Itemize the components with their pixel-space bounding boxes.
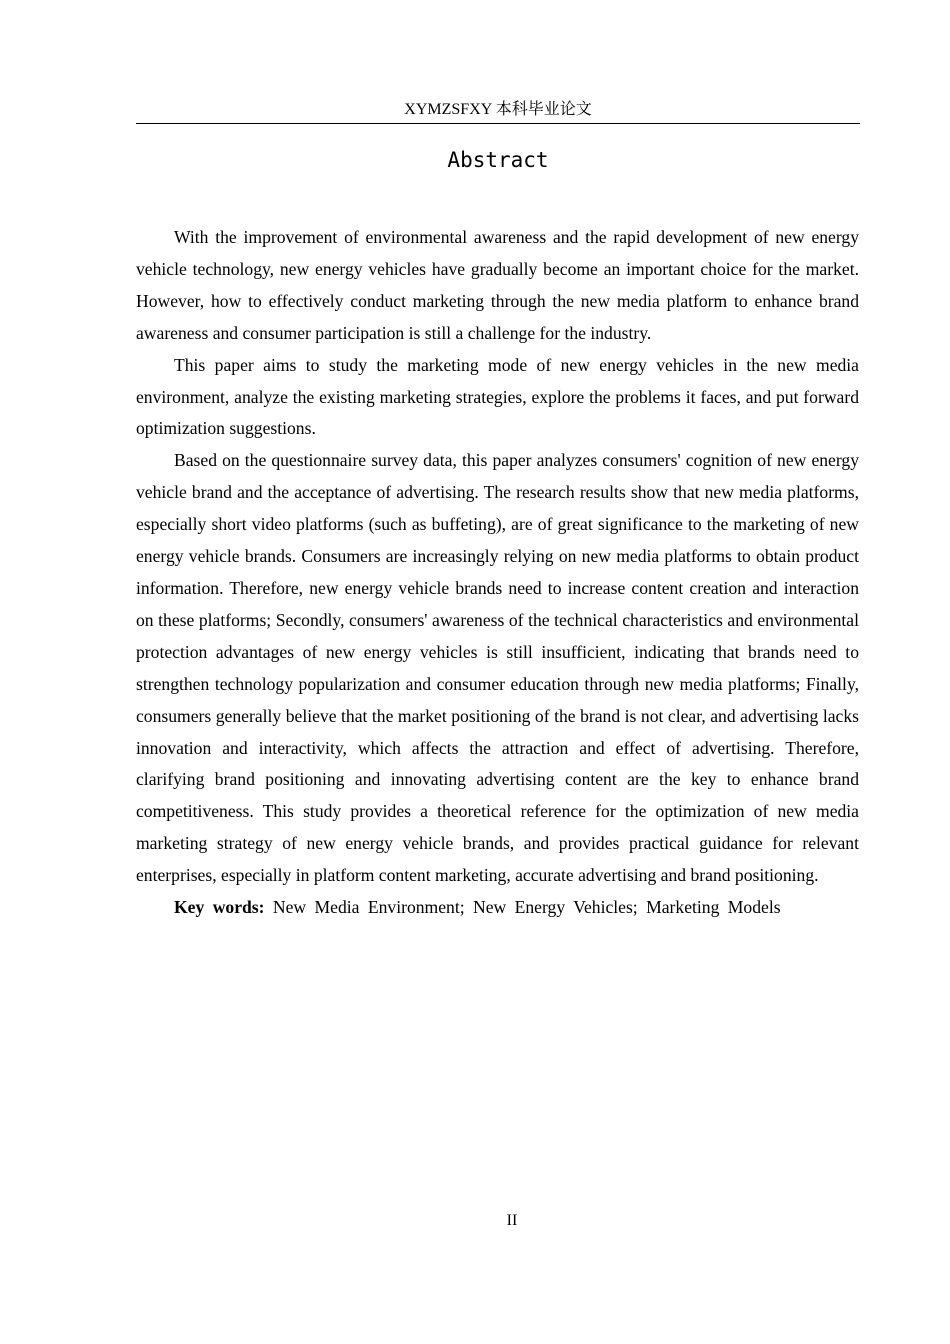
keywords-line (136, 892, 859, 924)
abstract-paragraph-1: With the improvement of environmental awareness and the rapid development of new energy vehicle technology, new energy vehicles have gradually become an important choice for the market. However, how to effectively conduct marketing through the new media platform to enhance brand awareness and consumer participation is still a challenge for the industry. (136, 227, 859, 343)
abstract-paragraph-2: This paper aims to study the marketing mode of new energy vehicles in the new media environment, analyze the existing marketing strategies, explore the problems it faces, and put forward optimization suggestions. (136, 354, 859, 439)
abstract-paragraph-3: Based on the questionnaire survey data, this paper analyzes consumers' cognition of new energy vehicle brand and the acceptance of advertising. The research results show that new media platforms, especially short video platforms (such as buffeting), are of great significance to the marketing of new energy vehicle brands. Consumers are increasingly relying on new media platforms to obtain product information. Therefore, new energy vehicle brands need to increase content creation and interaction on these platforms; Secondly, consumers' awareness of the technical characteristics and environmental protection advantages of new energy vehicles is still insufficient, indicating that brands need to strengthen technology popularization and consumer education through new media platforms; Finally, consumers generally believe that the market positioning of the brand is not clear, and advertising lacks innovation and interactivity, which affects the attraction and effect of advertising. Therefore, clarifying brand positioning and innovating advertising content are the key to enhance brand competitiveness. This study provides a theoretical reference for the optimization of new media marketing strategy of new energy vehicle brands, and provides practical guidance for relevant enterprises, especially in platform content marketing, accurate advertising and brand positioning. (136, 450, 859, 886)
page-number: II (506, 1212, 518, 1229)
keywords-label: Key words: (174, 897, 265, 918)
abstract-body (136, 222, 859, 924)
keywords-text: New Media Environment; New Energy Vehicles; Marketing Models (272, 897, 781, 918)
abstract-title: Abstract (447, 148, 549, 172)
header-rule (136, 123, 860, 124)
running-header: XYMZSFXY 本科毕业论文 (404, 101, 592, 118)
